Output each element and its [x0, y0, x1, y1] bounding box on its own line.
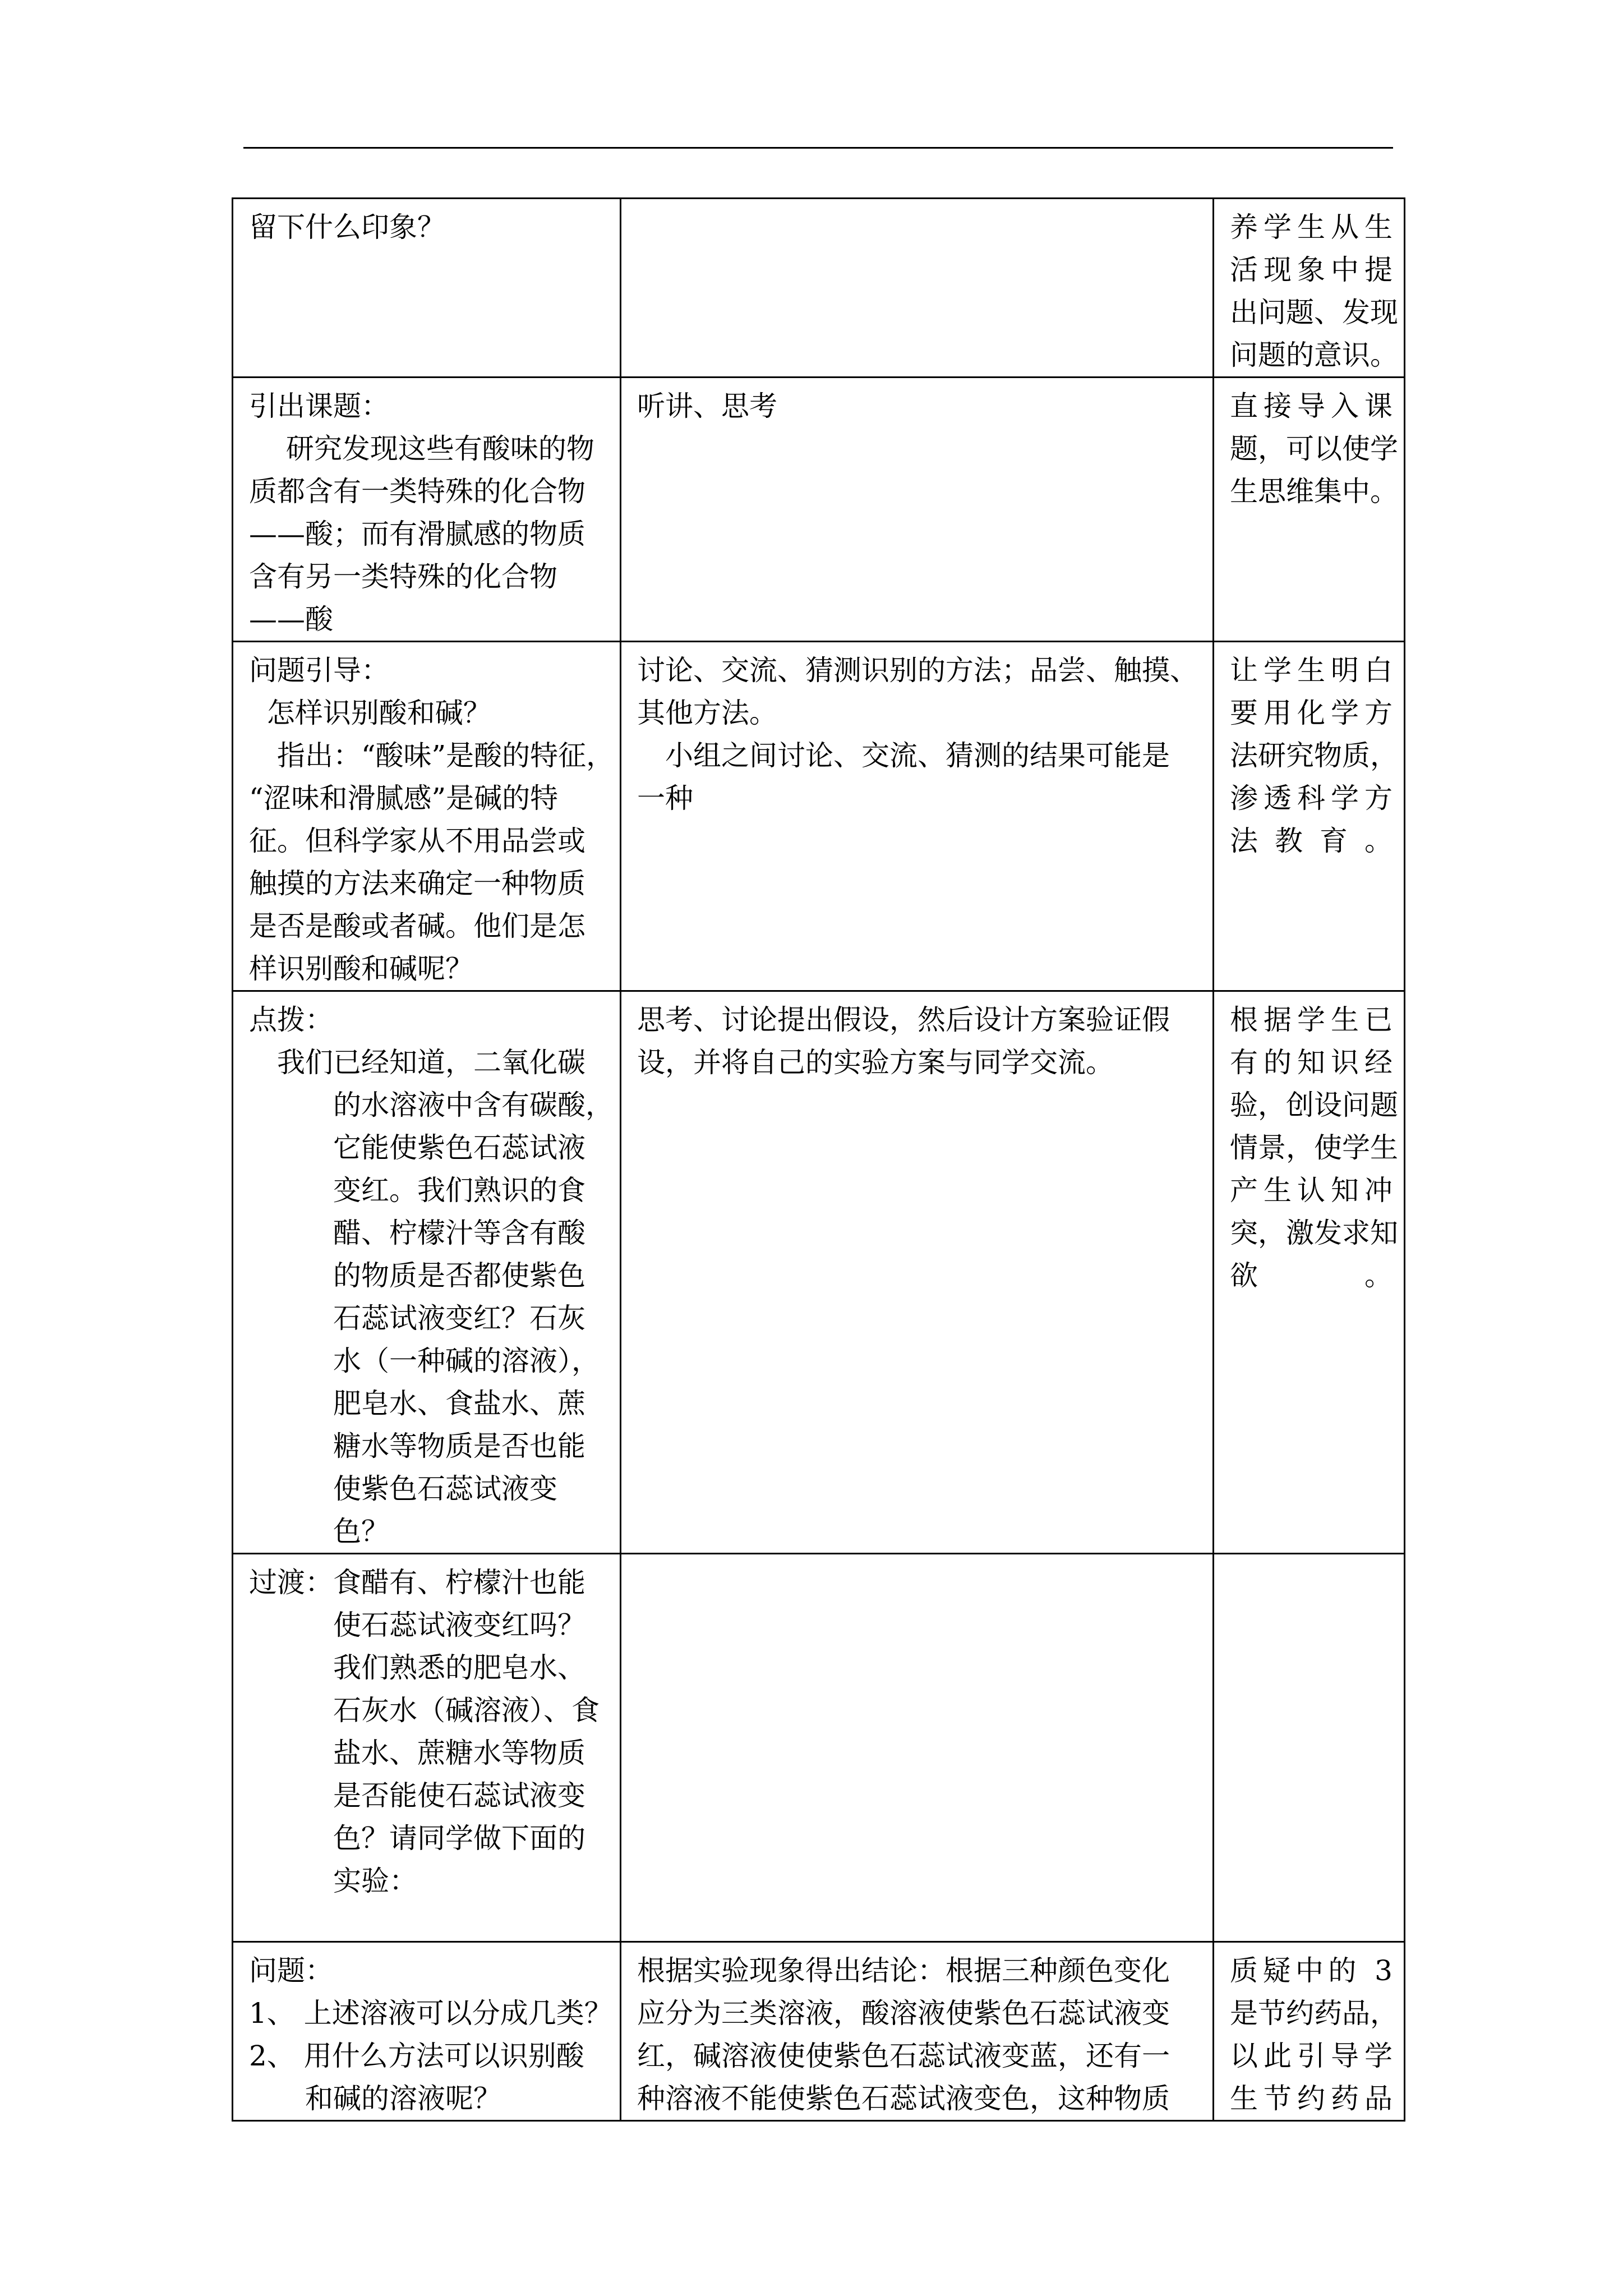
- cell-text-line: 产生认知冲: [1230, 1174, 1393, 1207]
- cell-text-line: 设，并将自己的实验方案与同学交流。: [637, 1046, 1114, 1079]
- table-row: [233, 642, 1405, 991]
- cell-text-line: 色？: [249, 1515, 389, 1548]
- design-intent-cell: [1214, 991, 1405, 1554]
- cell-text-line: 问题：: [249, 1954, 333, 1987]
- cell-text-line: 生节约药品: [1230, 2082, 1393, 2115]
- cell-text-line: 突，激发求知: [1230, 1217, 1398, 1249]
- cell-text-line: 根据实验现象得出结论：根据三种颜色变化: [637, 1954, 1170, 1987]
- cell-text-line: 我们熟悉的肥皂水、: [249, 1651, 585, 1684]
- teacher-activity-cell: [233, 378, 621, 642]
- cell-text-line: 的物质是否都使紫色: [249, 1259, 585, 1292]
- cell-text-line: 听讲、思考: [637, 390, 777, 422]
- cell-text-line: 讨论、交流、猜测识别的方法；品尝、触摸、: [637, 654, 1198, 687]
- cell-text-line: 我们已经知道，二氧化碳: [249, 1046, 585, 1079]
- cell-text-line: 石蕊试液变红？石灰: [249, 1302, 585, 1335]
- cell-text-line: 色？请同学做下面的: [249, 1822, 585, 1855]
- cell-text-line: 以此引导学: [1230, 2040, 1393, 2072]
- cell-text-line: 直接导入课: [1230, 390, 1393, 422]
- student-activity-cell: [621, 1554, 1214, 1942]
- cell-text-line: 养学生从生: [1230, 211, 1393, 243]
- cell-text-line: 水（一种碱的溶液），: [249, 1345, 600, 1377]
- cell-text-line: 活现象中提: [1230, 254, 1393, 286]
- cell-text-line: 渗透科学方: [1230, 782, 1393, 815]
- cell-text-line: 变红。我们熟识的食: [249, 1174, 585, 1207]
- cell-text-line: 实验：: [249, 1865, 417, 1897]
- cell-text-line: 质都含有一类特殊的化合物: [249, 475, 585, 508]
- cell-text-line: 生思维集中。: [1230, 475, 1398, 508]
- design-intent-cell: [1214, 199, 1405, 378]
- cell-text-line: 含有另一类特殊的化合物: [249, 560, 557, 593]
- cell-text-line: 质疑中的 3: [1230, 1954, 1393, 1987]
- teacher-activity-cell: [233, 1942, 621, 2121]
- cell-text-line: 盐水、蔗糖水等物质: [249, 1737, 585, 1769]
- cell-text-line: 法教育。: [1230, 825, 1393, 857]
- student-activity-cell: [621, 1942, 1214, 2121]
- design-intent-cell: [1214, 1554, 1405, 1942]
- cell-text-line: 研究发现这些有酸味的物: [249, 432, 594, 465]
- teacher-activity-cell: [233, 1554, 621, 1942]
- design-intent-cell: [1214, 1942, 1405, 2121]
- cell-text-line: 让学生明白: [1230, 654, 1393, 687]
- cell-text-line: 有的知识经: [1230, 1046, 1393, 1079]
- teacher-activity-cell: [233, 991, 621, 1554]
- table-row: [233, 1942, 1405, 2121]
- cell-text-line: 过渡：食醋有、柠檬汁也能: [249, 1566, 585, 1599]
- cell-text-line: 小组之间讨论、交流、猜测的结果可能是: [637, 739, 1170, 772]
- cell-text-line: 征。但科学家从不用品尝或: [249, 825, 585, 857]
- cell-text-line: 红，碱溶液使使紫色石蕊试液变蓝，还有一: [637, 2040, 1170, 2072]
- header-rule: [243, 147, 1393, 149]
- student-activity-cell: [621, 991, 1214, 1554]
- cell-text-line: 引出课题：: [249, 390, 389, 422]
- table-row: [233, 199, 1405, 378]
- cell-text-line: 石灰水（碱溶液）、食: [249, 1694, 600, 1727]
- cell-text-line: 它能使紫色石蕊试液: [249, 1131, 585, 1164]
- table-row: [233, 991, 1405, 1554]
- cell-text-line: 点拨：: [249, 1004, 333, 1036]
- table-row: [233, 1554, 1405, 1942]
- cell-text-line: 应分为三类溶液，酸溶液使紫色石蕊试液变: [637, 1997, 1170, 2030]
- cell-text-line: 问题引导：: [249, 654, 389, 687]
- cell-text-line: ——酸；而有滑腻感的物质: [249, 518, 585, 550]
- cell-text-line: 触摸的方法来确定一种物质: [249, 867, 585, 900]
- cell-text-line: 问题的意识。: [1230, 339, 1398, 371]
- cell-text-line: 肥皂水、食盐水、蔗: [249, 1387, 585, 1420]
- cell-text-line: 要用化学方: [1230, 697, 1393, 729]
- cell-text-line: 出问题、发现: [1230, 296, 1398, 329]
- cell-text-line: 的水溶液中含有碳酸，: [249, 1089, 614, 1121]
- cell-text-line: 是节约药品，: [1230, 1997, 1398, 2030]
- cell-text-line: “涩味和滑腻感”是碱的特: [249, 782, 559, 815]
- student-activity-cell: [621, 199, 1214, 378]
- cell-text-line: 和碱的溶液呢？: [249, 2082, 501, 2115]
- cell-text-line: 醋、柠檬汁等含有酸: [249, 1217, 585, 1249]
- cell-text-line: 验，创设问题: [1230, 1089, 1398, 1121]
- cell-text-line: 2、 用什么方法可以识别酸: [249, 2040, 584, 2072]
- cell-text-line: 种溶液不能使紫色石蕊试液变色，这种物质: [637, 2082, 1170, 2115]
- teacher-activity-cell: [233, 642, 621, 991]
- cell-text-line: 法研究物质，: [1230, 739, 1398, 772]
- cell-text-line: 欲。: [1230, 1259, 1393, 1292]
- cell-text-line: 情景，使学生: [1230, 1131, 1398, 1164]
- cell-text-line: 是否是酸或者碱。他们是怎: [249, 910, 585, 942]
- cell-text-line: 是否能使石蕊试液变: [249, 1779, 585, 1812]
- cell-text-line: 留下什么印象？: [249, 211, 445, 243]
- design-intent-cell: [1214, 378, 1405, 642]
- cell-text-line: 一种: [637, 782, 693, 815]
- lesson-plan-table: [232, 197, 1405, 2122]
- cell-text-line: ——酸: [249, 603, 333, 636]
- cell-text-line: 指出：“酸味”是酸的特征，: [249, 739, 615, 772]
- cell-text-line: 怎样识别酸和碱？: [249, 697, 491, 729]
- cell-text-line: 使紫色石蕊试液变: [249, 1473, 557, 1505]
- cell-text-line: 题，可以使学: [1230, 432, 1398, 465]
- cell-text-line: 根据学生已: [1230, 1004, 1393, 1036]
- cell-text-line: 样识别酸和碱呢？: [249, 953, 473, 985]
- table-row: [233, 378, 1405, 642]
- cell-text-line: 1、 上述溶液可以分成几类？: [249, 1997, 612, 2030]
- cell-text-line: 其他方法。: [637, 697, 777, 729]
- cell-text-line: 糖水等物质是否也能: [249, 1430, 585, 1462]
- cell-text-line: 使石蕊试液变红吗？: [249, 1609, 585, 1641]
- student-activity-cell: [621, 378, 1214, 642]
- student-activity-cell: [621, 642, 1214, 991]
- design-intent-cell: [1214, 642, 1405, 991]
- cell-text-line: 思考、讨论提出假设，然后设计方案验证假: [637, 1004, 1170, 1036]
- teacher-activity-cell: [233, 199, 621, 378]
